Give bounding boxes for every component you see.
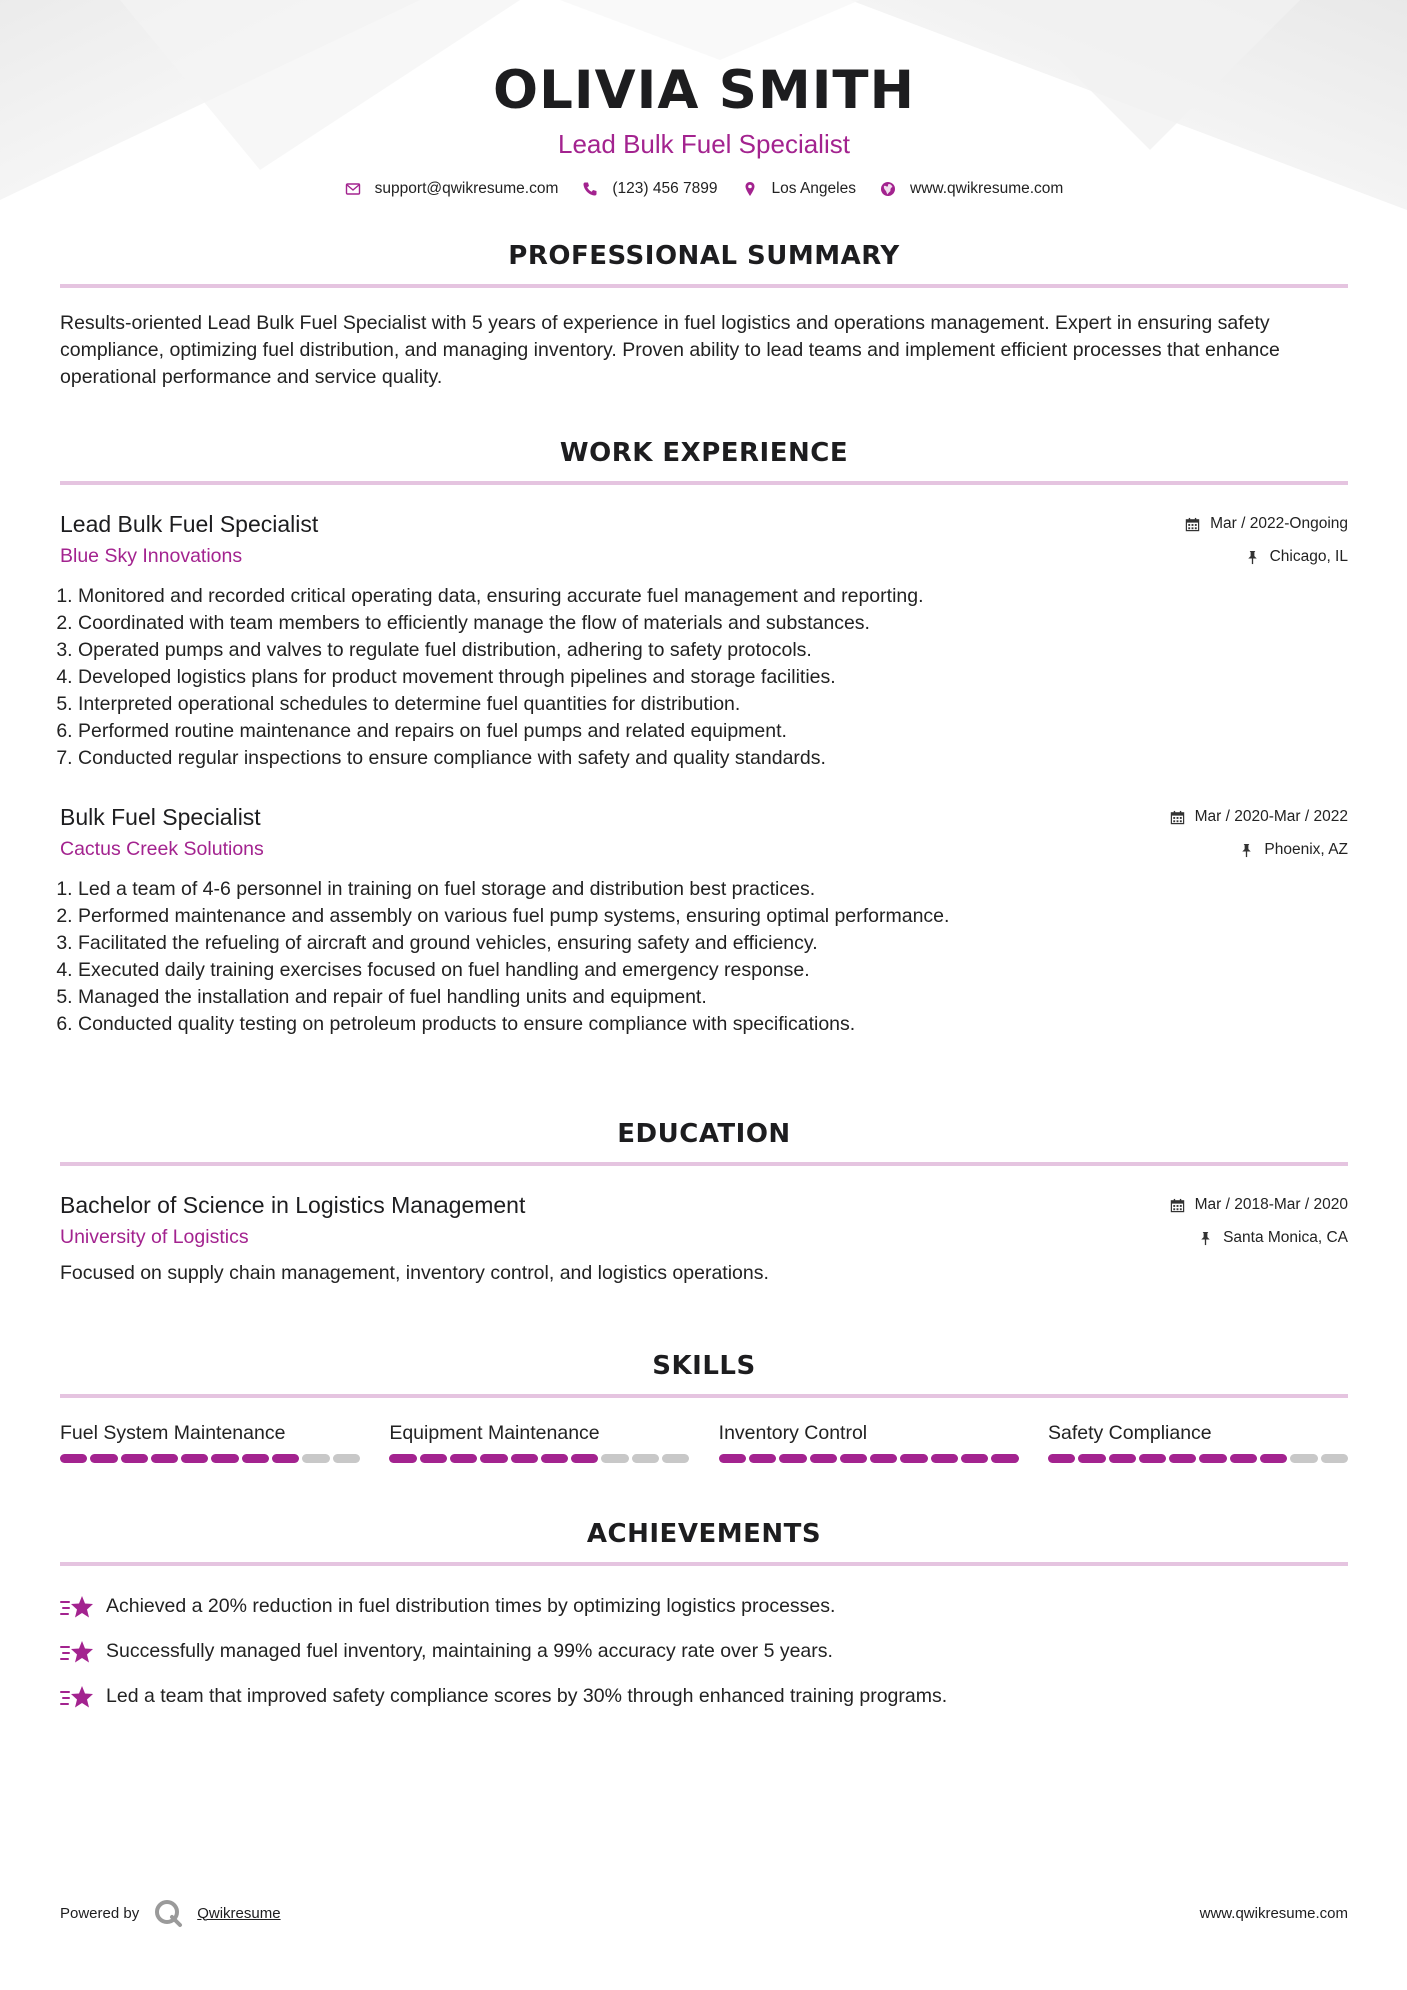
job-entry	[60, 802, 1348, 1038]
work-experience-section	[60, 437, 1348, 1038]
skill-name: Inventory Control	[718, 1422, 868, 1444]
skill-segment-filled	[571, 1454, 598, 1463]
contact-phone[interactable]	[582, 180, 717, 198]
section-title-summary: PROFESSIONAL SUMMARY	[508, 241, 900, 271]
job-dates	[1185, 513, 1348, 535]
skill-segment-filled	[1139, 1454, 1166, 1463]
skills-section	[60, 1350, 1348, 1463]
job-title: Lead Bulk Fuel Specialist	[60, 511, 319, 537]
skill-segment-filled	[779, 1454, 806, 1463]
job-location-text: Chicago, IL	[1269, 548, 1348, 565]
skill-segment-filled	[1199, 1454, 1226, 1463]
job-company: Blue Sky Innovations	[60, 545, 243, 567]
achievements-list	[60, 1584, 1348, 1719]
skill-segment-filled	[931, 1454, 958, 1463]
skill-level-bar	[389, 1454, 689, 1463]
phone-text: (123) 456 7899	[612, 180, 718, 197]
job-location	[1170, 839, 1348, 861]
job-location-text: Phoenix, AZ	[1264, 841, 1348, 858]
skill-segment-filled	[719, 1454, 746, 1463]
website-text: www.qwikresume.com	[910, 180, 1064, 197]
section-divider	[60, 1394, 1348, 1398]
skill-segment-filled	[1109, 1454, 1136, 1463]
section-divider	[60, 1562, 1348, 1566]
page-footer	[60, 1898, 1348, 1928]
candidate-role: Lead Bulk Fuel Specialist	[558, 129, 850, 159]
list-item: 5. Interpreted operational schedules to determine fuel quantities for distribution.	[78, 691, 1348, 718]
list-item: 1. Monitored and recorded critical operating data, ensuring accurate fuel management and reporting.	[78, 583, 1348, 610]
skill-segment-empty	[632, 1454, 659, 1463]
skill-segment-filled	[511, 1454, 538, 1463]
achievement-item	[60, 1674, 1348, 1719]
list-item: 2. Performed maintenance and assembly on various fuel pump systems, ensuring optimal performance.	[78, 903, 1348, 930]
list-item: 7. Conducted regular inspections to ensure compliance with safety and quality standards.	[78, 745, 1348, 772]
skill-segment-filled	[900, 1454, 927, 1463]
list-item: 3. Operated pumps and valves to regulate fuel distribution, adhering to safety protocols.	[78, 637, 1348, 664]
pushpin-icon	[1198, 1231, 1213, 1246]
skill-segment-filled	[1048, 1454, 1075, 1463]
skill-segment-empty	[333, 1454, 360, 1463]
calendar-icon	[1170, 1198, 1185, 1213]
achievement-item	[60, 1584, 1348, 1629]
skill-segment-filled	[181, 1454, 208, 1463]
powered-by-label: Powered by	[60, 1904, 140, 1922]
section-title-education: EDUCATION	[617, 1119, 791, 1149]
envelope-icon	[345, 181, 361, 197]
job-company: Cactus Creek Solutions	[60, 838, 264, 860]
phone-icon	[582, 181, 598, 197]
skill-name: Safety Compliance	[1047, 1422, 1212, 1444]
skill-segment-filled	[60, 1454, 87, 1463]
calendar-icon	[1185, 517, 1200, 532]
list-item: 4. Executed daily training exercises focused on fuel handling and emergency response.	[78, 957, 1348, 984]
skill-segment-filled	[90, 1454, 117, 1463]
school-name: University of Logistics	[60, 1226, 249, 1248]
skill-segment-filled	[870, 1454, 897, 1463]
skill-segment-filled	[749, 1454, 776, 1463]
qwikresume-logo-icon	[153, 1898, 183, 1928]
list-item: 3. Facilitated the refueling of aircraft and ground vehicles, ensuring safety and efficiency.	[78, 930, 1348, 957]
skill-segment-filled	[961, 1454, 988, 1463]
achievement-text: Achieved a 20% reduction in fuel distribution times by optimizing logistics processes.	[106, 1595, 836, 1617]
skill-item	[1048, 1420, 1348, 1463]
skill-level-bar	[1048, 1454, 1348, 1463]
contact-email[interactable]	[345, 180, 559, 198]
map-pin-icon	[742, 181, 758, 197]
skill-segment-filled	[1078, 1454, 1105, 1463]
skill-segment-empty	[302, 1454, 329, 1463]
education-entry	[60, 1190, 1348, 1287]
skill-level-bar	[719, 1454, 1019, 1463]
skill-segment-filled	[480, 1454, 507, 1463]
star-icon	[60, 1683, 94, 1711]
skill-name: Fuel System Maintenance	[60, 1422, 286, 1444]
skill-level-bar	[60, 1454, 360, 1463]
skill-segment-filled	[991, 1454, 1018, 1463]
education-description: Focused on supply chain management, inventory control, and logistics operations.	[60, 1262, 769, 1284]
job-bullets	[60, 876, 1348, 1038]
brand-link[interactable]: Qwikresume	[197, 1904, 281, 1922]
job-dates-text: Mar / 2020-Mar / 2022	[1194, 808, 1348, 825]
job-meta	[1170, 806, 1348, 861]
section-divider	[60, 481, 1348, 485]
skill-item	[389, 1420, 689, 1463]
job-title: Bulk Fuel Specialist	[60, 804, 261, 830]
skill-segment-filled	[151, 1454, 178, 1463]
achievement-text: Led a team that improved safety compliance scores by 30% through enhanced training programs.	[106, 1685, 948, 1707]
list-item: 6. Conducted quality testing on petroleum products to ensure compliance with specifications.	[78, 1011, 1348, 1038]
footer-branding	[60, 1898, 281, 1928]
education-dates	[1170, 1194, 1348, 1216]
professional-summary-section	[60, 240, 1348, 411]
achievement-text: Successfully managed fuel inventory, maintaining a 99% accuracy rate over 5 years.	[106, 1640, 833, 1662]
star-icon	[60, 1593, 94, 1621]
skill-item	[719, 1420, 1019, 1463]
email-text: support@qwikresume.com	[374, 180, 559, 197]
skill-segment-empty	[662, 1454, 689, 1463]
resume-header	[60, 0, 1348, 198]
calendar-icon	[1170, 810, 1185, 825]
location-text: Los Angeles	[771, 180, 856, 197]
globe-icon	[880, 181, 896, 197]
contact-bar	[60, 180, 1348, 198]
skill-segment-filled	[121, 1454, 148, 1463]
summary-text: Results-oriented Lead Bulk Fuel Specialist with 5 years of experience in fuel logistics and operations management. Expert in ensuring safety compliance, optimizing fuel distribution, and managing inventory. Proven ability to lead teams and implement efficient processes that enhance operational performance and service quality.	[60, 312, 1280, 388]
education-dates-text: Mar / 2018-Mar / 2020	[1194, 1196, 1348, 1213]
skill-segment-filled	[242, 1454, 269, 1463]
skill-item	[60, 1420, 360, 1463]
skill-name: Equipment Maintenance	[389, 1422, 600, 1444]
education-meta	[1170, 1194, 1348, 1249]
skill-segment-empty	[1321, 1454, 1348, 1463]
resume-page	[60, 0, 1348, 1707]
skill-segment-filled	[272, 1454, 299, 1463]
section-divider	[60, 284, 1348, 288]
list-item: 5. Managed the installation and repair of fuel handling units and equipment.	[78, 984, 1348, 1011]
section-title-achievements: ACHIEVEMENTS	[586, 1519, 822, 1549]
skill-segment-filled	[541, 1454, 568, 1463]
skill-segment-filled	[450, 1454, 477, 1463]
degree-title: Bachelor of Science in Logistics Management	[60, 1192, 526, 1218]
section-divider	[60, 1162, 1348, 1166]
job-location	[1185, 546, 1348, 568]
achievement-item	[60, 1629, 1348, 1674]
list-item: 2. Coordinated with team members to efficiently manage the flow of materials and substances.	[78, 610, 1348, 637]
contact-website[interactable]	[880, 180, 1063, 198]
footer-website[interactable]: www.qwikresume.com	[1199, 1904, 1348, 1922]
job-bullets	[60, 583, 1348, 772]
education-location	[1170, 1227, 1348, 1249]
skill-segment-empty	[1290, 1454, 1317, 1463]
job-entry	[60, 509, 1348, 772]
skill-segment-filled	[389, 1454, 416, 1463]
list-item: 1. Led a team of 4-6 personnel in training on fuel storage and distribution best practices.	[78, 876, 1348, 903]
education-section	[60, 1118, 1348, 1287]
job-meta	[1185, 513, 1348, 568]
section-title-work: WORK EXPERIENCE	[559, 438, 849, 468]
pushpin-icon	[1239, 843, 1254, 858]
list-item: 6. Performed routine maintenance and repairs on fuel pumps and related equipment.	[78, 718, 1348, 745]
list-item: 4. Developed logistics plans for product movement through pipelines and storage facilities.	[78, 664, 1348, 691]
achievements-section	[60, 1518, 1348, 1719]
skill-segment-filled	[1230, 1454, 1257, 1463]
star-icon	[60, 1638, 94, 1666]
skill-segment-empty	[601, 1454, 628, 1463]
skill-segment-filled	[211, 1454, 238, 1463]
skill-segment-filled	[810, 1454, 837, 1463]
job-dates	[1170, 806, 1348, 828]
skills-row	[60, 1420, 1348, 1463]
contact-location	[742, 180, 856, 198]
skill-segment-filled	[420, 1454, 447, 1463]
pushpin-icon	[1245, 550, 1260, 565]
skill-segment-filled	[1169, 1454, 1196, 1463]
education-location-text: Santa Monica, CA	[1223, 1229, 1348, 1246]
candidate-name: OLIVIA SMITH	[493, 60, 915, 121]
skill-segment-filled	[1260, 1454, 1287, 1463]
job-dates-text: Mar / 2022-Ongoing	[1210, 515, 1348, 532]
section-title-skills: SKILLS	[652, 1351, 756, 1381]
skill-segment-filled	[840, 1454, 867, 1463]
